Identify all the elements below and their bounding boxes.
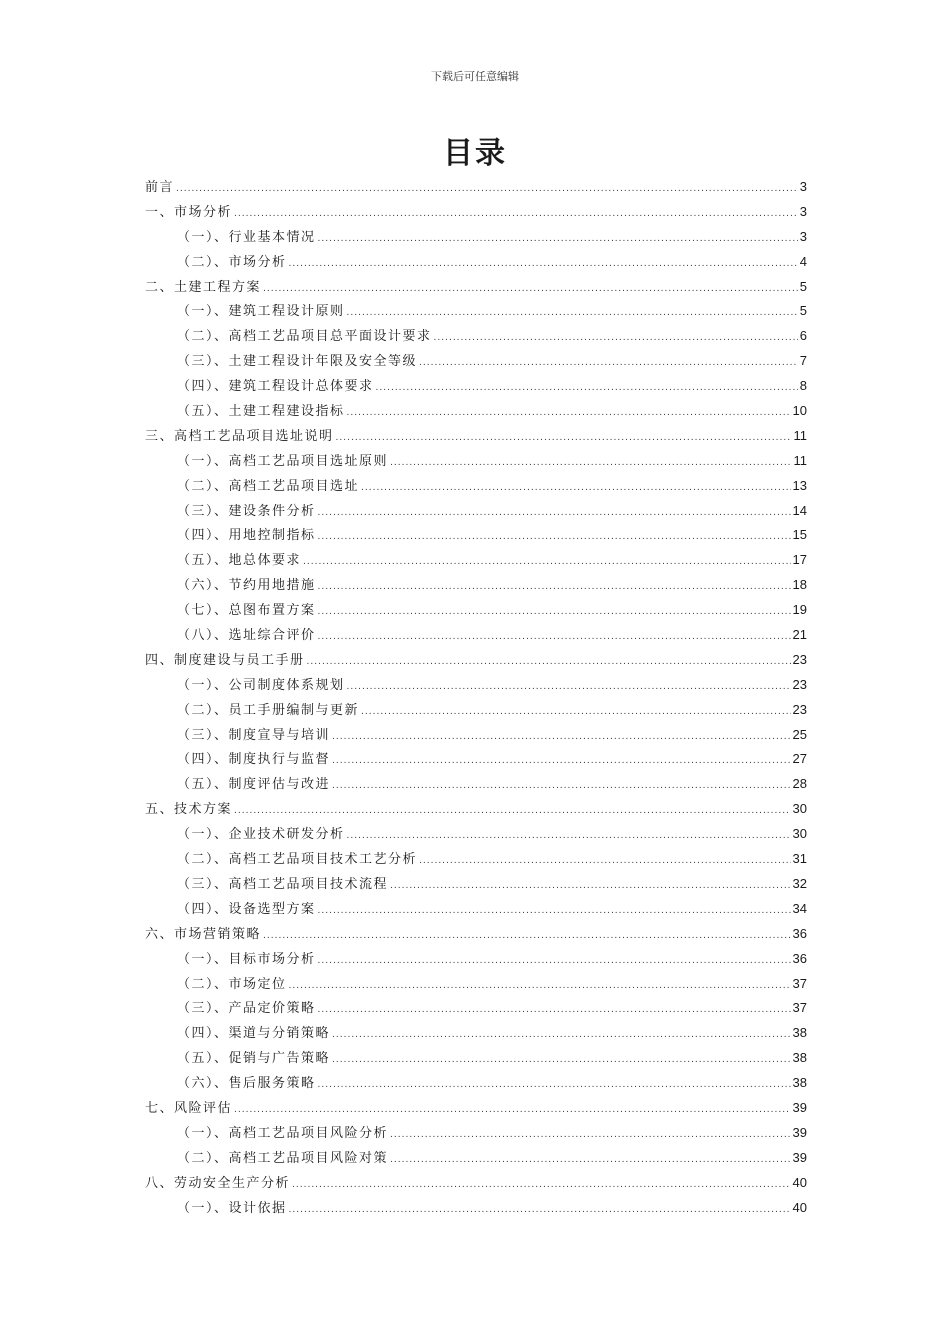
toc-entry-label: 四、制度建设与员工手册	[145, 652, 305, 668]
toc-entry-page: 38	[792, 1075, 807, 1091]
toc-entry-page: 40	[792, 1199, 807, 1215]
toc-entry[interactable]	[145, 872, 807, 897]
toc-entry-label: 前言	[145, 180, 175, 195]
toc-entry[interactable]	[145, 424, 807, 449]
toc-dot-leader	[390, 874, 791, 899]
toc-dot-leader	[318, 1073, 791, 1098]
toc-entry-label: （二）、市场定位	[177, 976, 287, 992]
toc-entry[interactable]	[145, 1046, 807, 1071]
toc-entry-page: 34	[792, 900, 807, 916]
toc-entry-page: 3	[799, 179, 807, 194]
toc-entry[interactable]	[145, 797, 807, 822]
toc-dot-leader	[318, 899, 791, 924]
toc-dot-leader	[303, 550, 791, 575]
toc-entry[interactable]	[145, 449, 807, 474]
toc-dot-leader	[289, 1198, 791, 1223]
toc-entry[interactable]	[145, 847, 807, 872]
toc-entry-label: （一）、行业基本情况	[177, 229, 316, 245]
toc-entry-page: 36	[792, 950, 807, 966]
toc-entry-label: 六、市场营销策略	[145, 926, 262, 942]
toc-entry[interactable]	[145, 723, 807, 748]
toc-dot-leader	[419, 351, 798, 376]
toc-entry-label: （四）、渠道与分销策略	[177, 1026, 331, 1042]
toc-entry[interactable]	[145, 399, 807, 424]
toc-entry-label: （三）、土建工程设计年限及安全等级	[177, 354, 418, 370]
toc-entry-page: 5	[799, 278, 807, 294]
toc-entry-page: 13	[792, 477, 807, 493]
toc-entry[interactable]	[145, 1171, 807, 1196]
toc-entry[interactable]	[145, 673, 807, 698]
toc-dot-leader	[289, 252, 798, 277]
toc-entry-label: 五、技术方案	[145, 802, 233, 818]
toc-entry-label: （七）、总图布置方案	[177, 603, 316, 619]
toc-dot-leader	[263, 924, 791, 949]
toc-entry-page: 30	[792, 801, 807, 817]
toc-dot-leader	[390, 1123, 791, 1148]
toc-entry-label: （三）、产品定价策略	[177, 1001, 316, 1017]
toc-entry[interactable]	[145, 374, 807, 399]
toc-dot-leader	[332, 725, 791, 750]
toc-entry-label: （五）、地总体要求	[177, 553, 302, 569]
toc-dot-leader	[361, 700, 791, 725]
toc-dot-leader	[332, 749, 791, 774]
toc-entry-page: 25	[792, 726, 807, 742]
toc-entry[interactable]	[145, 250, 807, 275]
toc-dot-leader	[234, 1098, 791, 1123]
toc-entry[interactable]	[145, 972, 807, 997]
toc-entry-label: （六）、售后服务策略	[177, 1076, 316, 1092]
toc-dot-leader	[318, 501, 791, 526]
toc-dot-leader	[376, 376, 798, 401]
header-note: 下载后可任意编辑	[431, 70, 519, 83]
toc-entry[interactable]	[145, 349, 807, 374]
toc-dot-leader	[419, 849, 791, 874]
toc-entry-page: 4	[799, 253, 807, 269]
toc-entry-page: 17	[792, 552, 807, 568]
toc-entry-label: 八、劳动安全生产分析	[145, 1175, 291, 1191]
toc-entry[interactable]	[145, 225, 807, 250]
toc-entry-label: （四）、制度执行与监督	[177, 752, 331, 768]
toc-dot-leader	[390, 451, 791, 476]
toc-entry-page: 39	[792, 1099, 807, 1115]
toc-dot-leader	[307, 650, 791, 675]
toc-entry-page: 23	[792, 701, 807, 717]
toc-entry-page: 8	[799, 378, 807, 394]
toc-entry-page: 23	[792, 651, 807, 667]
toc-entry-label: 三、高档工艺品项目选址说明	[145, 428, 334, 444]
toc-entry-label: （二）、高档工艺品项目技术工艺分析	[177, 852, 418, 868]
toc-entry-page: 27	[792, 751, 807, 767]
toc-entry[interactable]	[145, 648, 807, 673]
toc-entry-label: （二）、员工手册编制与更新	[177, 702, 360, 718]
toc-dot-leader	[292, 1173, 791, 1198]
toc-entry-page: 11	[793, 427, 807, 443]
toc-dot-leader	[347, 824, 791, 849]
toc-dot-leader	[234, 799, 791, 824]
toc-entry-label: （四）、用地控制指标	[177, 528, 316, 544]
toc-entry-label: 七、风险评估	[145, 1100, 233, 1116]
toc-entry[interactable]	[145, 1121, 807, 1146]
toc-dot-leader	[318, 625, 791, 650]
toc-entry[interactable]	[145, 299, 807, 324]
toc-entry-page: 14	[792, 502, 807, 518]
toc-dot-leader	[332, 774, 791, 799]
toc-entry-label: （一）、目标市场分析	[177, 951, 316, 967]
toc-entry[interactable]	[145, 897, 807, 922]
toc-dot-leader	[318, 575, 791, 600]
toc-dot-leader	[318, 227, 798, 252]
toc-entry[interactable]	[145, 947, 807, 972]
toc-entry-label: （六）、节约用地措施	[177, 578, 316, 594]
toc-entry[interactable]	[145, 698, 807, 723]
toc-entry-label: （四）、设备选型方案	[177, 901, 316, 917]
toc-entry-page: 39	[792, 1124, 807, 1140]
toc-entry[interactable]	[145, 996, 807, 1021]
toc-entry-page: 38	[792, 1050, 807, 1066]
toc-entry-page: 3	[799, 228, 807, 244]
toc-entry-label: （二）、高档工艺品项目总平面设计要求	[177, 329, 432, 345]
toc-entry-label: （八）、选址综合评价	[177, 628, 316, 644]
table-of-contents	[145, 175, 807, 1220]
toc-dot-leader	[318, 600, 791, 625]
toc-dot-leader	[361, 476, 791, 501]
toc-entry[interactable]	[145, 1096, 807, 1121]
toc-dot-leader	[434, 326, 798, 351]
toc-entry-page: 40	[792, 1174, 807, 1190]
toc-entry-label: （三）、高档工艺品项目技术流程	[177, 876, 389, 892]
toc-entry[interactable]	[145, 499, 807, 524]
toc-entry[interactable]	[145, 1196, 807, 1221]
toc-entry[interactable]	[145, 275, 807, 300]
toc-entry-page: 6	[799, 328, 807, 344]
toc-entry-page: 18	[792, 577, 807, 593]
toc-entry-label: （三）、制度宣导与培训	[177, 727, 331, 743]
toc-entry-page: 10	[792, 403, 807, 419]
toc-dot-leader	[347, 675, 791, 700]
toc-entry-page: 37	[792, 1000, 807, 1016]
toc-dot-leader	[263, 277, 798, 302]
toc-entry[interactable]	[145, 1071, 807, 1096]
toc-dot-leader	[234, 202, 798, 227]
toc-dot-leader	[347, 401, 791, 426]
toc-dot-leader	[318, 998, 791, 1023]
toc-entry[interactable]	[145, 598, 807, 623]
toc-dot-leader	[318, 525, 791, 550]
toc-entry[interactable]	[145, 747, 807, 772]
toc-entry[interactable]	[145, 772, 807, 797]
toc-entry[interactable]	[145, 548, 807, 573]
toc-dot-leader	[336, 426, 792, 451]
toc-entry[interactable]	[145, 324, 807, 349]
toc-entry-page: 3	[799, 203, 807, 219]
toc-entry-label: （五）、促销与广告策略	[177, 1051, 331, 1067]
toc-entry[interactable]	[145, 1146, 807, 1171]
toc-dot-leader	[318, 949, 791, 974]
toc-entry-label: （二）、高档工艺品项目选址	[177, 478, 360, 494]
toc-entry-label: （二）、高档工艺品项目风险对策	[177, 1150, 389, 1166]
toc-entry[interactable]	[145, 474, 807, 499]
toc-entry-page: 7	[799, 353, 807, 369]
toc-dot-leader	[390, 1148, 791, 1173]
toc-entry-page: 30	[792, 826, 807, 842]
toc-entry-label: （一）、建筑工程设计原则	[177, 304, 345, 320]
toc-entry-page: 38	[792, 1025, 807, 1041]
toc-entry-label: （五）、制度评估与改进	[177, 777, 331, 793]
toc-entry[interactable]	[145, 623, 807, 648]
toc-dot-leader	[289, 974, 791, 999]
toc-entry-page: 19	[792, 602, 807, 618]
toc-entry-page: 15	[792, 527, 807, 543]
toc-dot-leader	[347, 301, 798, 326]
toc-entry-page: 37	[792, 975, 807, 991]
toc-entry-label: （一）、高档工艺品项目选址原则	[177, 453, 389, 469]
toc-entry-page: 5	[799, 303, 807, 319]
toc-entry-page: 36	[792, 925, 807, 941]
toc-entry-page: 31	[792, 851, 807, 867]
toc-dot-leader	[176, 177, 798, 202]
toc-dot-leader	[332, 1048, 791, 1073]
toc-entry-label: 二、土建工程方案	[145, 279, 262, 295]
toc-entry-label: （一）、设计依据	[177, 1200, 287, 1216]
toc-entry-label: （四）、建筑工程设计总体要求	[177, 379, 374, 395]
toc-entry[interactable]	[145, 1021, 807, 1046]
toc-entry-label: （一）、高档工艺品项目风险分析	[177, 1125, 389, 1141]
toc-entry-label: （三）、建设条件分析	[177, 503, 316, 519]
toc-entry-label: （五）、土建工程建设指标	[177, 404, 345, 420]
toc-entry[interactable]	[145, 523, 807, 548]
toc-entry-page: 11	[793, 452, 807, 468]
toc-entry[interactable]	[145, 922, 807, 947]
toc-entry-page: 21	[792, 627, 807, 643]
toc-entry-page: 39	[792, 1149, 807, 1165]
toc-entry[interactable]	[145, 822, 807, 847]
toc-entry-label: （一）、公司制度体系规划	[177, 677, 345, 693]
toc-entry-label: （一）、企业技术研发分析	[177, 827, 345, 843]
toc-entry-page: 32	[792, 875, 807, 891]
toc-entry-label: （二）、市场分析	[177, 254, 287, 270]
toc-dot-leader	[332, 1023, 791, 1048]
page-title: 目录	[443, 136, 507, 171]
toc-entry[interactable]	[145, 200, 807, 225]
toc-entry-page: 28	[792, 776, 807, 792]
toc-entry-page: 23	[792, 676, 807, 692]
toc-entry[interactable]	[145, 175, 807, 200]
toc-entry-label: 一、市场分析	[145, 204, 233, 220]
toc-entry[interactable]	[145, 573, 807, 598]
